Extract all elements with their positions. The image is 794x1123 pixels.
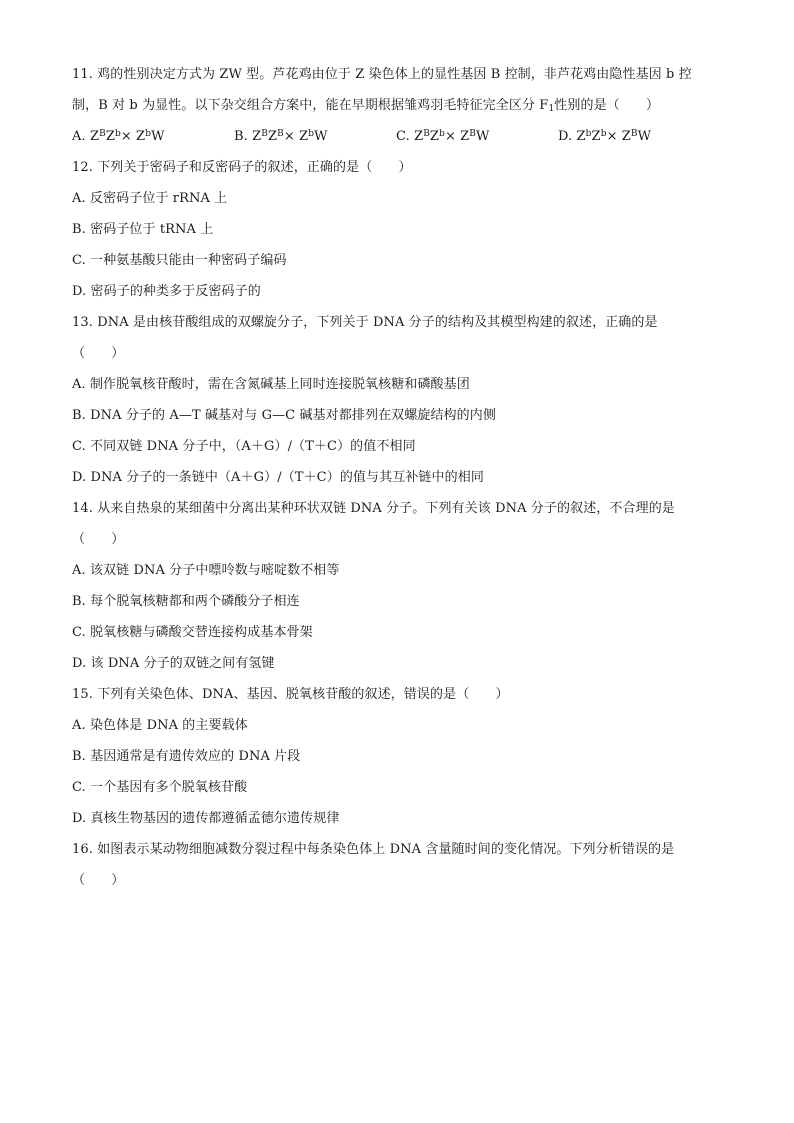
option-b[interactable]: B. $Z^BZ^B\times Z^bW$ xyxy=(234,129,328,144)
question-page xyxy=(72,64,724,901)
question-11-options xyxy=(72,126,724,157)
option-b[interactable]: B. DNA 分子的 A—T 碱基对与 G—C 碱基对都排列在双螺旋结构的内侧 xyxy=(72,408,496,423)
option-a[interactable]: A. 反密码子位于 rRNA 上 xyxy=(72,191,228,206)
question-11-stem-line1: 11. 鸡的性别决定方式为 ZW 型。芦花鸡由位于 Z 染色体上的显性基因 B 控制，非芦花鸡由隐性基因 b 控 xyxy=(72,67,692,82)
question-16 xyxy=(72,839,724,901)
option-c[interactable]: C. 不同双链 DNA 分子中，（A＋G）/（T＋C）的值不相同 xyxy=(72,439,416,454)
option-d[interactable]: D. 该 DNA 分子的双链之间有氢键 xyxy=(72,656,275,671)
option-c[interactable]: C. 一种氨基酸只能由一种密码子编码 xyxy=(72,253,287,268)
question-14 xyxy=(72,498,724,684)
option-d[interactable]: D. $Z^bZ^b\times Z^BW$ xyxy=(558,129,652,144)
option-a[interactable]: A. $Z^BZ^b\times Z^bW$ xyxy=(72,129,165,144)
question-11-stem-line2: 制，B 对 b 为显性。以下杂交组合方案中，能在早期根据雏鸡羽毛特征完全区分 $F_1$性别的是（ ） xyxy=(72,98,660,114)
question-13 xyxy=(72,312,724,498)
option-c[interactable]: C. $Z^BZ^b\times Z^BW$ xyxy=(396,129,490,144)
answer-parenthesis: （ ） xyxy=(72,873,125,888)
answer-parenthesis: （ ） xyxy=(72,346,125,361)
option-d[interactable]: D. 密码子的种类多于反密码子的 xyxy=(72,284,261,299)
question-14-stem: 14. 从来自热泉的某细菌中分离出某种环状双链 DNA 分子。下列有关该 DNA 分子的叙述，不合理的是 xyxy=(72,501,675,516)
option-a[interactable]: A. 该双链 DNA 分子中嘌呤数与嘧啶数不相等 xyxy=(72,563,340,578)
option-d[interactable]: D. DNA 分子的一条链中（A＋G）/（T＋C）的值与其互补链中的相同 xyxy=(72,470,484,485)
option-b[interactable]: B. 每个脱氧核糖都和两个磷酸分子相连 xyxy=(72,594,300,609)
question-12 xyxy=(72,157,724,312)
question-16-stem: 16. 如图表示某动物细胞减数分裂过程中每条染色体上 DNA 含量随时间的变化情况。下列分析错误的是 xyxy=(72,842,675,857)
option-c[interactable]: C. 一个基因有多个脱氧核苷酸 xyxy=(72,780,248,795)
question-15-stem: 15. 下列有关染色体、DNA、基因、脱氧核苷酸的叙述，错误的是（ ） xyxy=(72,687,509,702)
question-12-stem: 12. 下列关于密码子和反密码子的叙述，正确的是（ ） xyxy=(72,160,412,175)
option-b[interactable]: B. 基因通常是有遗传效应的 DNA 片段 xyxy=(72,749,301,764)
question-15 xyxy=(72,684,724,839)
option-d[interactable]: D. 真核生物基因的遗传都遵循孟德尔遗传规律 xyxy=(72,811,340,826)
question-11 xyxy=(72,64,724,157)
option-c[interactable]: C. 脱氧核糖与磷酸交替连接构成基本骨架 xyxy=(72,625,313,640)
question-13-stem: 13. DNA 是由核苷酸组成的双螺旋分子，下列关于 DNA 分子的结构及其模型构建的叙述，正确的是 xyxy=(72,315,658,330)
option-b[interactable]: B. 密码子位于 tRNA 上 xyxy=(72,222,214,237)
option-a[interactable]: A. 制作脱氧核苷酸时，需在含氮碱基上同时连接脱氧核糖和磷酸基团 xyxy=(72,377,470,392)
option-a[interactable]: A. 染色体是 DNA 的主要载体 xyxy=(72,718,248,733)
answer-parenthesis: （ ） xyxy=(72,532,125,547)
